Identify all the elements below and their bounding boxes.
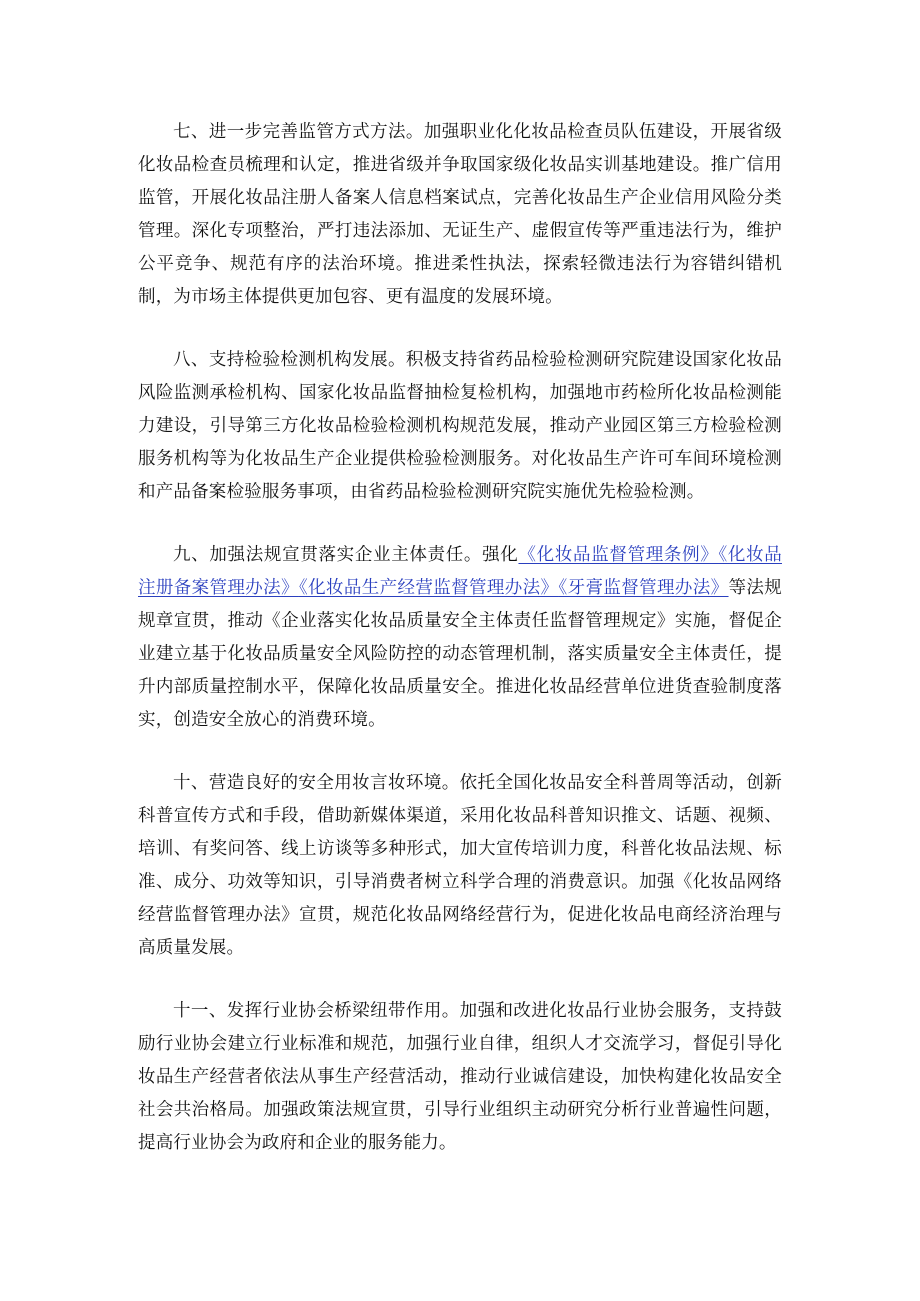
paragraph-eleven: 十一、发挥行业协会桥梁纽带作用。加强和改进化妆品行业协会服务，支持鼓励行业协会建立行业标准和规范，加强行业自律，组织人才交流学习，督促引导化妆品生产经营者依法从事生产经营活动，推动行业诚信建设，加快构建化妆品安全社会共治格局。加强政策法规宣贯，引导行业组织主动研究分析行业普遍性问题，提高行业协会为政府和企业的服务能力。 (138, 1001, 782, 1153)
paragraph-eight: 八、支持检验检测机构发展。积极支持省药品检验检测研究院建设国家化妆品风险监测承检机构、国家化妆品监督抽检复检机构，加强地市药检所化妆品检测能力建设，引导第三方化妆品检验检测机构规范发展，推动产业园区第三方检验检测服务机构等为化妆品生产企业提供检验检测服务。对化妆品生产许可车间环境检测和产品备案检验服务事项，由省药品检验检测研究院实施优先检验检测。 (138, 350, 782, 502)
link-cosmetics-supervision-regulation[interactable]: 《化妆品监督管理条例》 (518, 545, 719, 565)
link-cosmetics-production-operation-measures[interactable]: 《化妆品生产经营监督管理办法》 (298, 578, 559, 598)
paragraph-ten: 十、营造良好的安全用妆言妆环境。依托全国化妆品安全科普周等活动，创新科普宣传方式和手段，借助新媒体渠道，采用化妆品科普知识推文、话题、视频、培训、有奖问答、线上访谈等多种形式，加大宣传培训力度，科普化妆品法规、标准、成分、功效等知识，引导消费者树立科学合理的消费意识。加强《化妆品网络经营监督管理办法》宣贯，规范化妆品网络经营行为，促进化妆品电商经济治理与高质量发展。 (138, 773, 782, 958)
paragraph-nine-intro: 九、加强法规宣贯落实企业主体责任。强化 (173, 545, 519, 565)
link-toothpaste-supervision-measures[interactable]: 《牙膏监督管理办法》 (558, 578, 729, 598)
paragraph-seven: 七、进一步完善监管方式方法。加强职业化化妆品检查员队伍建设，开展省级化妆品检查员梳理和认定，推进省级并争取国家级化妆品实训基地建设。推广信用监管，开展化妆品注册人备案人信息档案试点，完善化妆品生产企业信用风险分类管理。深化专项整治，严打违法添加、无证生产、虚假宣传等严重违法行为，维护公平竞争、规范有序的法治环境。推进柔性执法，探索轻微违法行为容错纠错机制，为市场主体提供更加包容、更有温度的发展环境。 (138, 122, 782, 307)
paragraph-nine (138, 539, 782, 737)
link-cosmetics-registration-filing-measures[interactable]: 《化妆品注册备案管理办法》 (138, 545, 782, 598)
paragraph-nine-rest: 等法规规章宣贯，推动《企业落实化妆品质量安全主体责任监督管理规定》实施，督促企业建立基于化妆品质量安全风险防控的动态管理机制，落实质量安全主体责任，提升内部质量控制水平，保障化妆品质量安全。推进化妆品经营单位进货查验制度落实，创造安全放心的消费环境。 (138, 578, 782, 730)
